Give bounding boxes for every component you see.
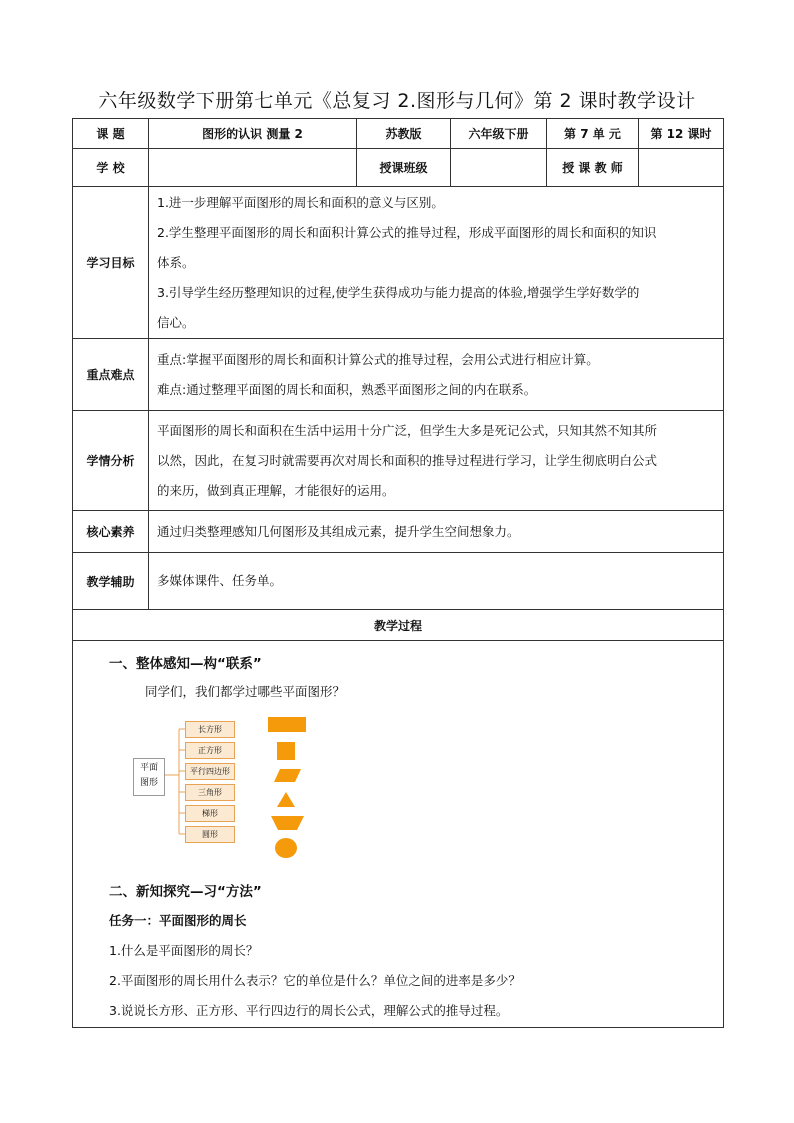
process-row <box>73 641 724 1028</box>
goal-line: 2.学生整理平面图形的周长和面积计算公式的推导过程，形成平面图形的周长和面积的知识 <box>157 224 657 240</box>
grade: 六年级下册 <box>451 119 547 149</box>
topic-value: 图形的认识 测量 2 <box>149 119 357 149</box>
school-row <box>73 149 724 187</box>
rectangle-shape <box>268 717 306 732</box>
aids-row <box>73 553 724 610</box>
process-label: 教学过程 <box>73 610 724 641</box>
question-1: 1.什么是平面图形的周长？ <box>109 943 259 958</box>
literacy-label: 核心素养 <box>73 511 149 553</box>
analysis-content <box>149 411 724 511</box>
key-row <box>73 339 724 411</box>
difficult-point: 难点:通过整理平面图的周长和面积，熟悉平面图形之间的内在联系。 <box>157 381 537 397</box>
shape-name-triangle: 三角形 <box>185 784 235 801</box>
goals-row <box>73 187 724 339</box>
shape-name-square: 正方形 <box>185 742 235 759</box>
literacy-content: 通过归类整理感知几何图形及其组成元素，提升学生空间想象力。 <box>149 511 724 553</box>
process-header-row <box>73 610 724 641</box>
topic-row <box>73 119 724 149</box>
goal-line: 3.引导学生经历整理知识的过程,使学生获得成功与能力提高的体验,增强学生学好数学的 <box>157 284 640 300</box>
class-value <box>451 149 547 187</box>
goals-label: 学习目标 <box>73 187 149 339</box>
square-shape <box>277 742 295 760</box>
publisher: 苏教版 <box>357 119 451 149</box>
school-label: 学 校 <box>73 149 149 187</box>
root-line: 平面 <box>139 763 158 773</box>
circle-shape <box>275 838 297 858</box>
task1-title: 任务一：平面图形的周长 <box>109 913 247 928</box>
shape-name-circle: 圆形 <box>185 826 235 843</box>
class-label: 授课班级 <box>357 149 451 187</box>
analysis-label: 学情分析 <box>73 411 149 511</box>
topic-label: 课 题 <box>73 119 149 149</box>
goal-line: 1.进一步理解平面图形的周长和面积的意义与区别。 <box>157 194 444 210</box>
analysis-line: 以然，因此，在复习时就需要再次对周长和面积的推导过程进行学习，让学生彻底明白公式 <box>157 452 658 468</box>
question-2: 2.平面图形的周长用什么表示？它的单位是什么？单位之间的进率是多少？ <box>109 973 521 988</box>
unit: 第 7 单 元 <box>547 119 639 149</box>
trapezoid-shape <box>271 816 304 830</box>
part1-heading: 一、整体感知—构“联系” <box>109 656 262 672</box>
teacher-value <box>639 149 724 187</box>
part1-question: 同学们，我们都学过哪些平面图形？ <box>145 684 346 699</box>
parallelogram-shape <box>274 769 301 782</box>
key-point: 重点:掌握平面图形的周长和面积计算公式的推导过程，会用公式进行相应计算。 <box>157 351 599 367</box>
analysis-row <box>73 411 724 511</box>
shape-name-trapezoid: 梯形 <box>185 805 235 822</box>
teacher-label: 授 课 教 师 <box>547 149 639 187</box>
lesson-number: 第 12 课时 <box>639 119 724 149</box>
literacy-row <box>73 511 724 553</box>
question-3: 3.说说长方形、正方形、平行四边行的周长公式，理解公式的推导过程。 <box>109 1003 509 1018</box>
goal-line: 信心。 <box>157 314 195 330</box>
process-content <box>73 641 724 1028</box>
lesson-plan-table <box>72 118 724 1028</box>
aids-label: 教学辅助 <box>73 553 149 610</box>
part2-heading: 二、新知探究—习“方法” <box>109 884 262 900</box>
goal-line: 体系。 <box>157 254 195 270</box>
shape-name-parallelogram: 平行四边形 <box>185 763 235 780</box>
key-label: 重点难点 <box>73 339 149 411</box>
school-value <box>149 149 357 187</box>
page-title: 六年级数学下册第七单元《总复习 2.图形与几何》第 2 课时教学设计 <box>98 90 696 112</box>
root-node <box>133 758 165 796</box>
aids-content: 多媒体课件、任务单。 <box>149 553 724 610</box>
goals-content <box>149 187 724 339</box>
root-line: 图形 <box>139 778 158 788</box>
key-content <box>149 339 724 411</box>
triangle-shape <box>277 792 295 807</box>
shape-icons <box>263 715 313 865</box>
shape-name-rectangle: 长方形 <box>185 721 235 738</box>
analysis-line: 平面图形的周长和面积在生活中运用十分广泛，但学生大多是死记公式，只知其然不知其所 <box>157 422 658 438</box>
analysis-line: 的来历，做到真正理解，才能很好的运用。 <box>157 482 395 498</box>
